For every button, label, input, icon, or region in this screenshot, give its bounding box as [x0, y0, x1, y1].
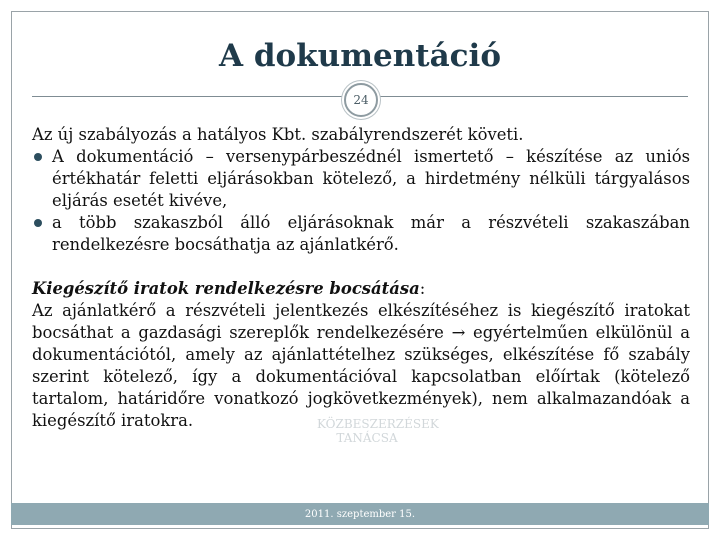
subheading-line	[32, 278, 690, 300]
subheading-colon: :	[419, 279, 426, 298]
footer-bar	[11, 503, 709, 525]
slide-content	[32, 124, 690, 432]
body-text-part2: egyértelműen elkülönül a dokumentációtól, amely az ajánlattételhez szükséges, elkészítése fő szabály szerint kötelező, így a dokumentációval kapcsolatban előírtak (kötelező tartalom, határidőre vonatkozó jogkövetkezmények), nem alkalmazandóak a kiegészítő iratokra.	[32, 323, 691, 430]
subheading: Kiegészítő iratok rendelkezésre bocsátása	[32, 279, 420, 298]
footer-date: 2011. szeptember 15.	[304, 509, 416, 520]
bullet-item	[32, 146, 690, 212]
intro-text: Az új szabályozás a hatályos Kbt. szabályrendszerét követi.	[32, 125, 524, 144]
bullet-dot-icon	[34, 219, 42, 227]
page-number-badge: 24	[344, 83, 378, 117]
bullet-dot-icon	[34, 153, 42, 161]
bullet-item	[32, 212, 690, 256]
body-paragraph	[32, 300, 690, 432]
bullet-text: a több szakaszból álló eljárásoknak már a részvételi szakaszában rendelkezésre bocsáthatja az ajánlatkérő.	[52, 213, 690, 254]
slide-title: A dokumentáció	[218, 38, 501, 74]
body-text-part1: Az ajánlatkérő a részvételi jelentkezés elkészítéséhez is kiegészítő iratokat bocsáthat a gazdasági szereplők rendelkezésére	[32, 301, 690, 342]
bullet-list	[32, 146, 690, 256]
spacer	[32, 256, 690, 278]
watermark-logo: KÖZBESZERZÉSEK TANÁCSA	[317, 417, 439, 445]
slide	[11, 11, 709, 529]
bullet-text: A dokumentáció – versenypárbeszédnél ismertető – készítése az uniós értékhatár feletti eljárásokban kötelező, a hirdetmény nélküli tárgyalásos eljárás esetét kivéve,	[52, 147, 690, 210]
right-arrow-icon: →	[451, 323, 466, 342]
